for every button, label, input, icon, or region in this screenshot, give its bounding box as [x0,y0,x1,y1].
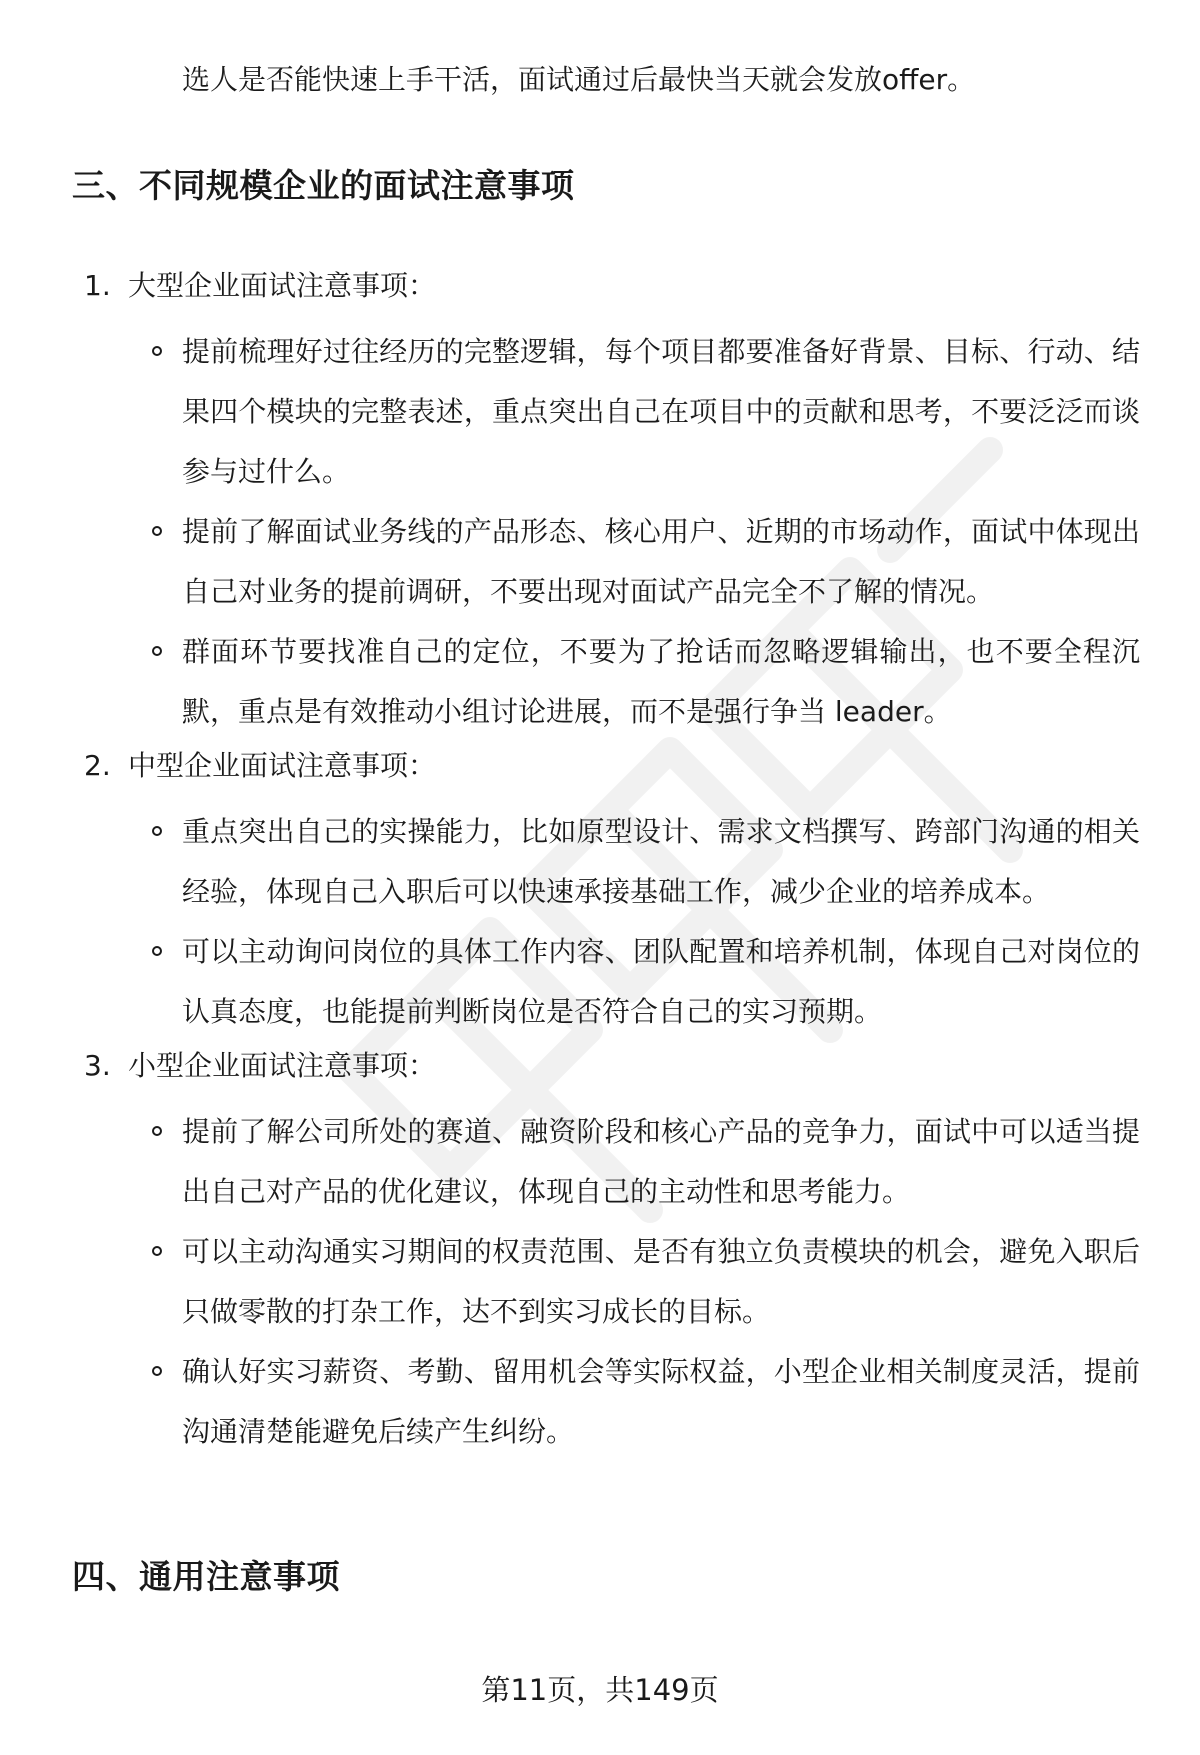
sub-list-item [0,1342,1200,1462]
sub-list [0,802,1200,1042]
sub-item-text: 可以主动沟通实习期间的权责范围、是否有独立负责模块的机会，避免入职后只做零散的打杂工作，达不到实习成长的目标。 [182,1235,1140,1328]
sub-list-item [0,802,1200,922]
hollow-circle-bullet-icon [152,526,162,536]
sub-item-text: 群面环节要找准自己的定位，不要为了抢话而忽略逻辑输出，也不要全程沉默，重点是有效推动小组讨论进展，而不是强行争当 leader。 [182,635,1140,728]
sub-item-text: 确认好实习薪资、考勤、留用机会等实际权益，小型企业相关制度灵活，提前沟通清楚能避免后续产生纠纷。 [182,1355,1140,1448]
list-heading-text: 中型企业面试注意事项： [128,749,437,782]
sub-item-text: 重点突出自己的实操能力，比如原型设计、需求文档撰写、跨部门沟通的相关经验，体现自己入职后可以快速承接基础工作，减少企业的培养成本。 [182,815,1140,908]
sub-item-text: 提前了解公司所处的赛道、融资阶段和核心产品的竞争力，面试中可以适当提出自己对产品的优化建议，体现自己的主动性和思考能力。 [182,1115,1140,1208]
hollow-circle-bullet-icon [152,1366,162,1376]
list-item-heading [0,262,1200,322]
hollow-circle-bullet-icon [152,946,162,956]
list-item-large-enterprise [0,262,1200,742]
list-number: 1. [84,269,111,302]
list-item-small-enterprise [0,1042,1200,1462]
hollow-circle-bullet-icon [152,346,162,356]
sub-list-item [0,922,1200,1042]
sub-list-item [0,322,1200,502]
hollow-circle-bullet-icon [152,1246,162,1256]
enterprise-size-list [0,262,1200,1462]
list-heading-text: 大型企业面试注意事项： [128,269,437,302]
sub-list-item [0,622,1200,742]
list-item-heading [0,742,1200,802]
list-item-heading [0,1042,1200,1102]
sub-item-text: 提前梳理好过往经历的完整逻辑，每个项目都要准备好背景、目标、行动、结果四个模块的完整表述，重点突出自己在项目中的贡献和思考，不要泛泛而谈参与过什么。 [182,335,1140,488]
sub-list [0,1102,1200,1462]
section-heading-3: 三、不同规模企业的面试注意事项 [72,166,575,205]
sub-item-text: 可以主动询问岗位的具体工作内容、团队配置和培养机制，体现自己对岗位的认真态度，也能提前判断岗位是否符合自己的实习预期。 [182,935,1140,1028]
list-number: 2. [84,749,111,782]
sub-list [0,322,1200,742]
section-heading-4: 四、通用注意事项 [72,1557,340,1596]
sub-list-item [0,502,1200,622]
continuation-paragraph: 选人是否能快速上手干活，面试通过后最快当天就会发放offer。 [182,63,976,96]
list-item-medium-enterprise [0,742,1200,1042]
sub-list-item [0,1222,1200,1342]
hollow-circle-bullet-icon [152,1126,162,1136]
sub-list-item [0,1102,1200,1222]
page-number-footer: 第11页，共149页 [481,1673,719,1707]
hollow-circle-bullet-icon [152,646,162,656]
list-heading-text: 小型企业面试注意事项： [128,1049,437,1082]
sub-item-text: 提前了解面试业务线的产品形态、核心用户、近期的市场动作，面试中体现出自己对业务的提前调研，不要出现对面试产品完全不了解的情况。 [182,515,1140,608]
hollow-circle-bullet-icon [152,826,162,836]
list-number: 3. [84,1049,111,1082]
